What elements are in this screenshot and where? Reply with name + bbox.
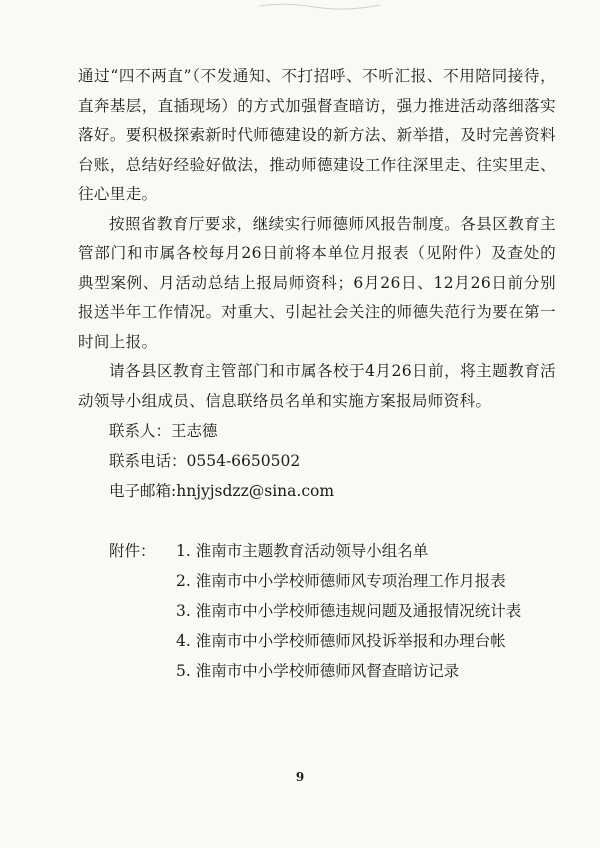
scan-artifact: [255, 0, 385, 14]
attachments-label: 附件：: [109, 542, 156, 560]
paragraph-supervision: 通过“四不两直”（不发通知、不打招呼、不听汇报、不用陪同接待，直奔基层，直插现场）的方式加强督查暗访，强力推进活动落细落实落好。要积极探索新时代师德建设的新方法、新举措，及时完善资料台账，总结好经验好做法，推动师德建设工作往深里走、往实里走、往心里走。: [78, 67, 556, 203]
page-number: 9: [295, 770, 305, 784]
contact-email: 电子邮箱:hnjyjsdzz@sina.com: [109, 482, 335, 500]
attachments-list: [78, 536, 556, 686]
document-body: [78, 62, 556, 686]
contact-phone: 联系电话：0554-6650502: [109, 452, 301, 470]
paragraph-deadline: 请各县区教育主管部门和市属各校于4月26日前，将主题教育活动领导小组成员、信息联络员名单和实施方案报局师资科。: [78, 362, 556, 410]
attachment-item: 5. 淮南市中小学校师德师风督查暗访记录: [176, 662, 460, 680]
contact-block: [109, 416, 556, 506]
attachment-item: 3. 淮南市中小学校师德违规问题及通报情况统计表: [176, 602, 522, 620]
attachment-item: 1. 淮南市主题教育活动领导小组名单: [176, 542, 429, 560]
attachment-item: 4. 淮南市中小学校师德师风投诉举报和办理台帐: [176, 632, 506, 650]
paragraph-reporting: 按照省教育厅要求，继续实行师德师风报告制度。各县区教育主管部门和市属各校每月26日前将本单位月报表（见附件）及查处的典型案例、月活动总结上报局师资科；6月26日、12月26日前分别报送半年工作情况。对重大、引起社会关注的师德失范行为要在第一时间上报。: [78, 214, 556, 351]
attachment-item: 2. 淮南市中小学校师德师风专项治理工作月报表: [176, 572, 506, 590]
contact-person: 联系人：王志德: [109, 422, 218, 440]
